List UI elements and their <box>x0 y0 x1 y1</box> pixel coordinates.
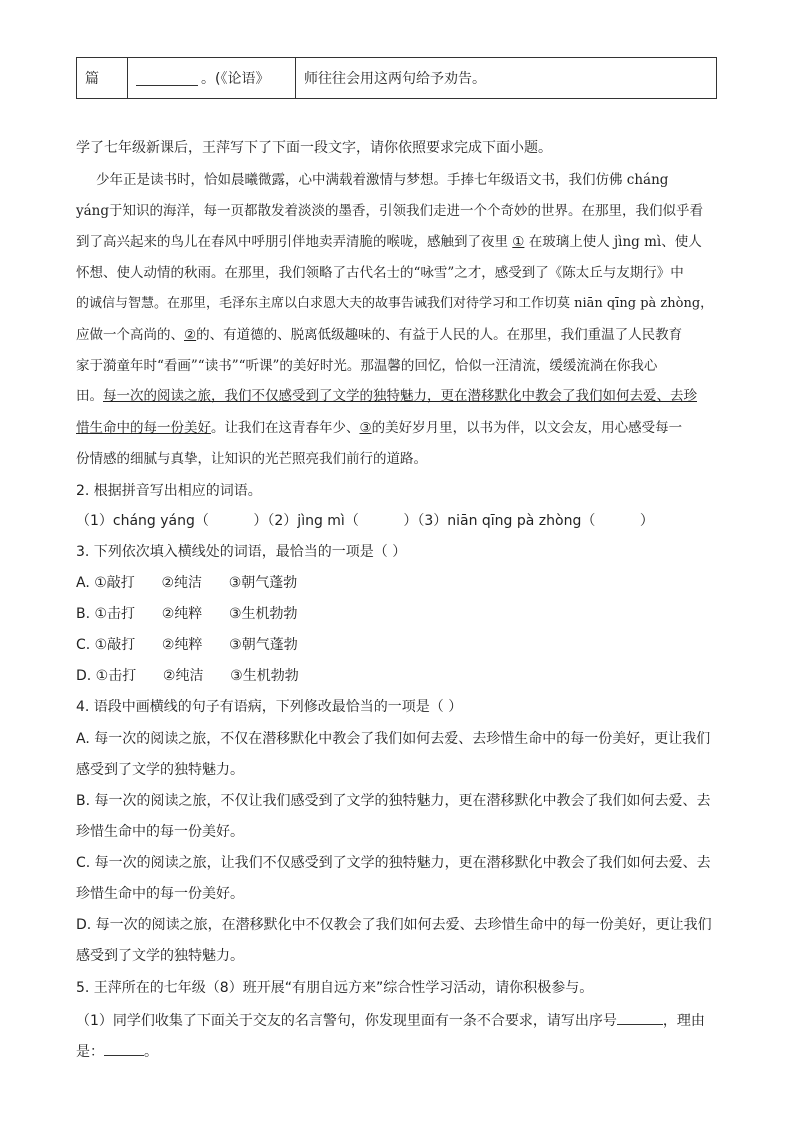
question-3-option-a[interactable]: A. ①敲打 ②纯洁 ③朝气蓬勃 <box>76 575 298 591</box>
answer-blank-number[interactable] <box>617 1010 663 1025</box>
table-cell-2 <box>128 58 296 98</box>
passage-line-6: 应做一个高尚的、 ② 的、有道德的、脱离低级趣味的、有益于人民的人。在那里，我们重温了人民教育 <box>76 327 683 343</box>
question-4-option-a-line-2[interactable]: 感受到了文学的独特魅力。 <box>76 762 244 778</box>
table-cell-3: 师往往会用这两句给予劝告。 <box>304 71 486 87</box>
blank-marker-3: ③ <box>359 420 372 436</box>
question-4-option-d-line-2[interactable]: 感受到了文学的独特魅力。 <box>76 948 244 964</box>
question-4-option-d-line-1[interactable]: D. 每一次的阅读之旅，在潜移默化中不仅教会了我们如何去爱、去珍惜生命中的每一份美好，更让我们 <box>76 917 712 933</box>
question-3-option-d[interactable]: D. ①击打 ②纯洁 ③生机勃勃 <box>76 668 299 684</box>
underlined-sentence-part-1: 每一次的阅读之旅，我们不仅感受到了文学的独特魅力，更在潜移默化中教会了我们如何去爱、去珍 <box>103 388 697 404</box>
question-4-option-b-line-1[interactable]: B. 每一次的阅读之旅，不仅让我们感受到了文学的独特魅力，更在潜移默化中教会了我们如何去爱、去 <box>76 793 711 809</box>
blank-marker-1: ① <box>512 234 525 250</box>
passage-line-2: yáng于知识的海洋，每一页都散发着淡淡的墨香，引领我们走进一个个奇妙的世界。在那里，我们似乎看 <box>76 203 704 219</box>
question-4-option-c-line-2[interactable]: 珍惜生命中的每一份美好。 <box>76 886 244 902</box>
passage-line-9: 惜生命中的每一份美好 。让我们在这青春年少、 ③ 的美好岁月里，以书为伴，以文会友，用心感受每一 <box>76 420 683 436</box>
passage-line-4: 怀想、使人动情的秋雨。在那里，我们领略了古代名士的“咏雪”之才，感受到了《陈太丘与友期行》中 <box>76 265 684 281</box>
question-4-option-c-line-1[interactable]: C. 每一次的阅读之旅，让我们不仅感受到了文学的独特魅力，更在潜移默化中教会了我们如何去爱、去 <box>76 855 711 871</box>
intro-text: 学了七年级新课后，王萍写下了下面一段文字，请你依照要求完成下面小题。 <box>76 140 552 156</box>
blank-marker-2: ② <box>184 327 197 343</box>
question-2-items: （1）cháng yáng（ ）（2）jìng mì（ ）（3）niān qīng pà zhòng（ ） <box>76 513 654 529</box>
question-2-title: 2. 根据拼音写出相应的词语。 <box>76 483 262 499</box>
question-5-sub-1-reason: 是： 。 <box>76 1041 158 1062</box>
question-3-option-c[interactable]: C. ①敲打 ②纯粹 ③朝气蓬勃 <box>76 637 298 653</box>
passage-line-5: 的诚信与智慧。在那里，毛泽东主席以白求恩大夫的故事告诫我们对待学习和工作切莫 niān qīng pà zhòng， <box>76 296 714 311</box>
question-4-option-a-line-1[interactable]: A. 每一次的阅读之旅，不仅在潜移默化中教会了我们如何去爱、去珍惜生命中的每一份美好，更让我们 <box>76 731 711 747</box>
table-cell-2-text: 。(《论语》 <box>201 71 270 87</box>
underlined-sentence-part-2: 惜生命中的每一份美好 <box>76 420 211 436</box>
passage-line-3: 到了高兴起来的鸟儿在春风中呼朋引伴地卖弄清脆的喉咙，感触到了夜里 ① 在玻璃上使人 jìng mì、使人 <box>76 234 702 250</box>
question-3-option-b[interactable]: B. ①击打 ②纯粹 ③生机勃勃 <box>76 606 298 622</box>
question-5-sub-1: （1）同学们收集了下面关于交友的名言警句，你发现里面有一条不合要求，请写出序号 ，理由 <box>76 1010 705 1031</box>
quote-table-row <box>76 57 717 99</box>
passage-line-10: 份情感的细腻与真挚，让知识的光芒照亮我们前行的道路。 <box>76 451 427 467</box>
passage-line-7: 家于漪童年时“看画”“读书”“听课”的美好时光。那温馨的回忆，恰似一汪清流，缓缓流淌在你我心 <box>76 358 658 374</box>
question-5-title: 5. 王萍所在的七年级（8）班开展“有朋自远方来”综合性学习活动，请你积极参与。 <box>76 980 594 996</box>
table-cell-1: 篇 <box>77 58 128 98</box>
passage-line-1: 少年正是读书时，恰如晨曦微露，心中满载着激情与梦想。手捧七年级语文书，我们仿佛 cháng <box>96 172 669 188</box>
passage-line-8: 田。 每一次的阅读之旅，我们不仅感受到了文学的独特魅力，更在潜移默化中教会了我们如何去爱、去珍 <box>76 388 697 404</box>
answer-blank-reason[interactable] <box>104 1041 144 1056</box>
question-4-option-b-line-2[interactable]: 珍惜生命中的每一份美好。 <box>76 824 244 840</box>
question-3-title: 3. 下列依次填入横线处的词语，最恰当的一项是（ ） <box>76 544 407 560</box>
fill-blank[interactable] <box>136 71 198 86</box>
question-4-title: 4. 语段中画横线的句子有语病，下列修改最恰当的一项是（ ） <box>76 699 463 715</box>
